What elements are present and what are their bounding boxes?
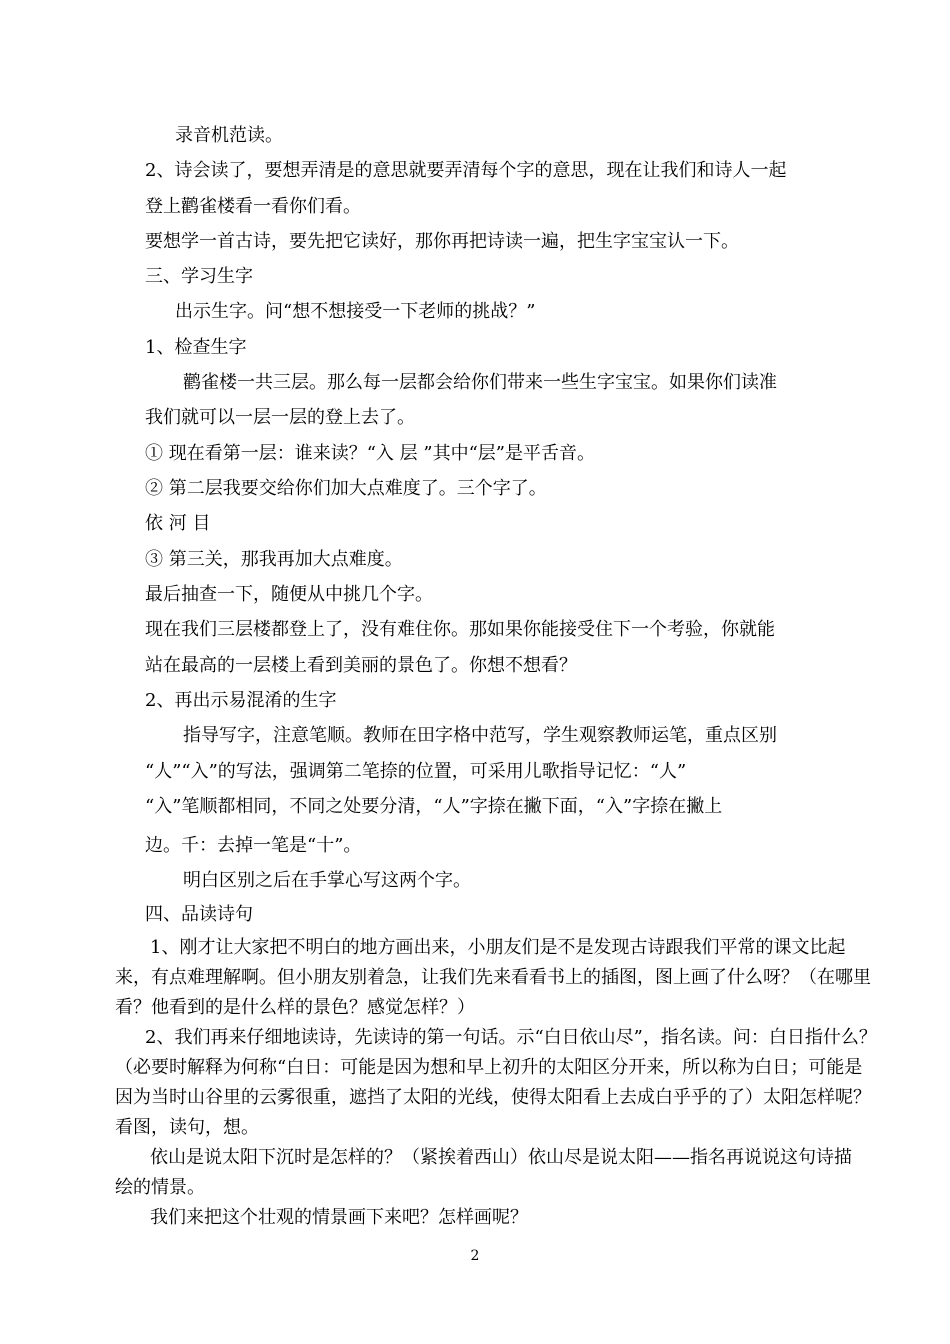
text-line: 来，有点难理解啊。但小朋友别着急，让我们先来看看书上的插图，图上画了什么呀？（在哪里	[115, 967, 871, 988]
text-line: 明白区别之后在手掌心写这两个字。	[183, 870, 471, 891]
text-line: 边。千：去掉一笔是“十”。	[145, 835, 362, 856]
text-line: 最后抽查一下，随便从中挑几个字。	[145, 584, 433, 605]
text-line: 2、我们再来仔细地读诗，先读诗的第一句话。示“白日依山尽”，指名读。问：白日指什么？	[145, 1027, 877, 1048]
text-line: 依山是说太阳下沉时是怎样的？（紧挨着西山）依山尽是说太阳——指名再说说这句诗描	[150, 1147, 852, 1168]
text-line: 站在最高的一层楼上看到美丽的景色了。你想不想看？	[145, 655, 577, 676]
text-line: 2、诗会读了，要想弄清是的意思就要弄清每个字的意思，现在让我们和诗人一起	[145, 160, 787, 181]
text-line: “人”“入”的写法，强调第二笔捺的位置，可采用儿歌指导记忆：“人”	[145, 761, 687, 782]
text-line: 指导写字，注意笔顺。教师在田字格中范写，学生观察教师运笔，重点区别	[183, 725, 777, 746]
text-line: 依 河 目	[145, 513, 211, 534]
text-line: ③ 第三关，那我再加大点难度。	[145, 549, 403, 570]
text-line: 我们就可以一层一层的登上去了。	[145, 407, 415, 428]
text-line: 鹳雀楼一共三层。那么每一层都会给你们带来一些生字宝宝。如果你们读准	[183, 372, 777, 393]
text-line: 1、刚才让大家把不明白的地方画出来，小朋友们是不是发现古诗跟我们平常的课文比起	[150, 937, 846, 958]
text-line: ② 第二层我要交给你们加大点难度了。三个字了。	[145, 478, 547, 499]
text-line: 现在我们三层楼都登上了，没有难住你。那如果你能接受住下一个考验，你就能	[145, 619, 775, 640]
subsection-heading: 2、再出示易混淆的生字	[145, 690, 337, 711]
text-line: 出示生字。问“想不想接受一下老师的挑战？”	[175, 301, 536, 322]
text-line: 录音机范读。	[175, 125, 283, 146]
section-heading: 三、学习生字	[145, 266, 253, 287]
text-line: 看图，读句，想。	[115, 1117, 259, 1138]
text-line: ① 现在看第一层：谁来读？“入 层 ”其中“层”是平舌音。	[145, 443, 595, 464]
text-line: 要想学一首古诗，要先把它读好，那你再把诗读一遍，把生字宝宝认一下。	[145, 231, 739, 252]
text-line: 登上鹳雀楼看一看你们看。	[145, 196, 361, 217]
text-line: 绘的情景。	[115, 1177, 205, 1198]
subsection-heading: 1、检查生字	[145, 337, 247, 358]
page-number: 2	[470, 1248, 480, 1264]
text-line: 我们来把这个壮观的情景画下来吧？怎样画呢？	[150, 1207, 528, 1228]
text-line: 因为当时山谷里的云雾很重，遮挡了太阳的光线，使得太阳看上去成白乎乎的了）太阳怎样呢？	[115, 1087, 871, 1108]
text-line: （必要时解释为何称“白日：可能是因为想和早上初升的太阳区分开来，所以称为白日；可能是	[115, 1057, 863, 1078]
text-line: 看？他看到的是什么样的景色？感觉怎样？）	[115, 997, 475, 1018]
text-line: “入”笔顺都相同，不同之处要分清，“人”字捺在撇下面，“入”字捺在撇上	[145, 796, 723, 817]
section-heading: 四、品读诗句	[145, 904, 253, 925]
